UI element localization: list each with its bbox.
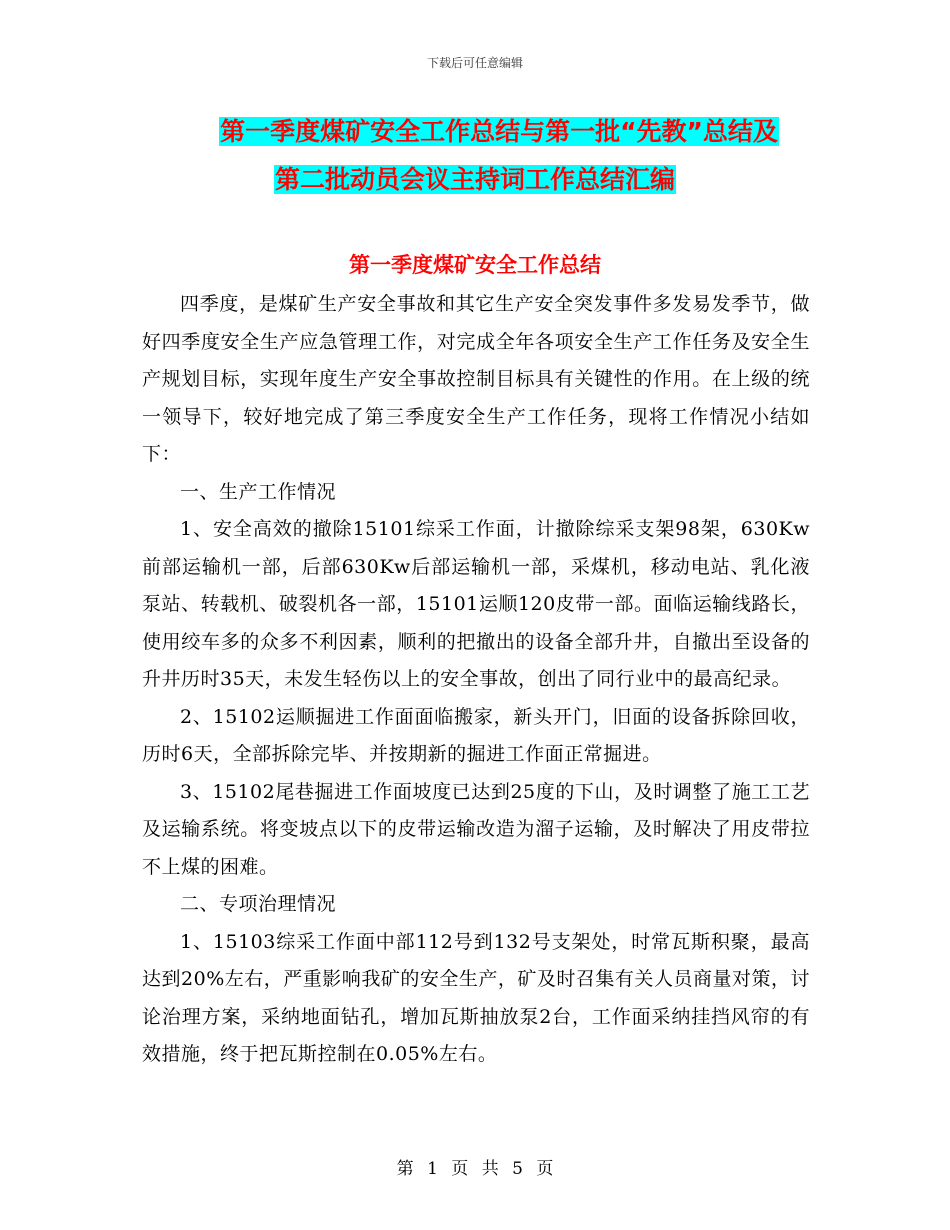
paragraph-item-3: 3、15102尾巷掘进工作面坡度已达到25度的下山，及时调整了施工工艺及运输系统。将变坡点以下的皮带运输改造为溜子运输，及时解决了用皮带拉不上煤的困难。 [142,780,810,878]
heading-production: 一、生产工作情况 [180,480,337,503]
footer-total-suffix: 页 [536,1159,554,1179]
heading-special-treatment: 二、专项治理情况 [180,893,337,915]
title-line-1: 第一季度煤矿安全工作总结与第一批“先教”总结及 [220,117,778,146]
footer-page-number: 1 [427,1159,438,1179]
paragraph-item-2: 2、15102运顺掘进工作面面临搬家，新头开门，旧面的设备拆除回收，历时6天，全部拆除完毕、并按期新的掘进工作面正常掘进。 [142,705,810,765]
header-note: 下载后可任意编辑 [426,56,523,70]
footer-page-prefix: 第 [396,1159,414,1179]
paragraph-special-item-1: 1、15103综采工作面中部112号到132号支架处，时常瓦斯积聚，最高达到20%左右，严重影响我矿的安全生产，矿及时召集有关人员商量对策，讨论治理方案，采纳地面钻孔，增加瓦斯抽放泵2台，工作面采纳挂挡风帘的有效措施，终于把瓦斯控制在0.05%左右。 [142,930,810,1065]
footer-total-pages: 5 [512,1159,523,1179]
footer-page-mid: 页 [451,1159,469,1179]
paragraph-intro: 四季度，是煤矿生产安全事故和其它生产安全突发事件多发易发季节，做好四季度安全生产应急管理工作，对完成全年各项安全生产工作任务及安全生产规划目标，实现年度生产安全事故控制目标具有关键性的作用。在上级的统一领导下，较好地完成了第三季度安全生产工作任务，现将工作情况小结如下： [142,293,810,465]
page-footer [0,1154,950,1179]
footer-total-prefix: 共 [481,1159,499,1179]
document-title [0,108,950,204]
title-line-2: 第二批动员会议主持词工作总结汇编 [274,165,675,194]
paragraph-item-1: 1、安全高效的撤除15101综采工作面，计撤除综采支架98架，630Kw前部运输机一部，后部630Kw后部运输机一部，采煤机，移动电站、乳化液泵站、转载机、破裂机各一部，15101运顺120皮带一部。面临运输线路长，使用绞车多的众多不利因素，顺利的把撤出的设备全部升井，自撤出至设备的升井历时35天，未发生轻伤以上的安全事故，创出了同行业中的最高纪录。 [142,518,810,690]
section-title: 第一季度煤矿安全工作总结 [349,253,601,277]
body-text [142,286,810,1074]
